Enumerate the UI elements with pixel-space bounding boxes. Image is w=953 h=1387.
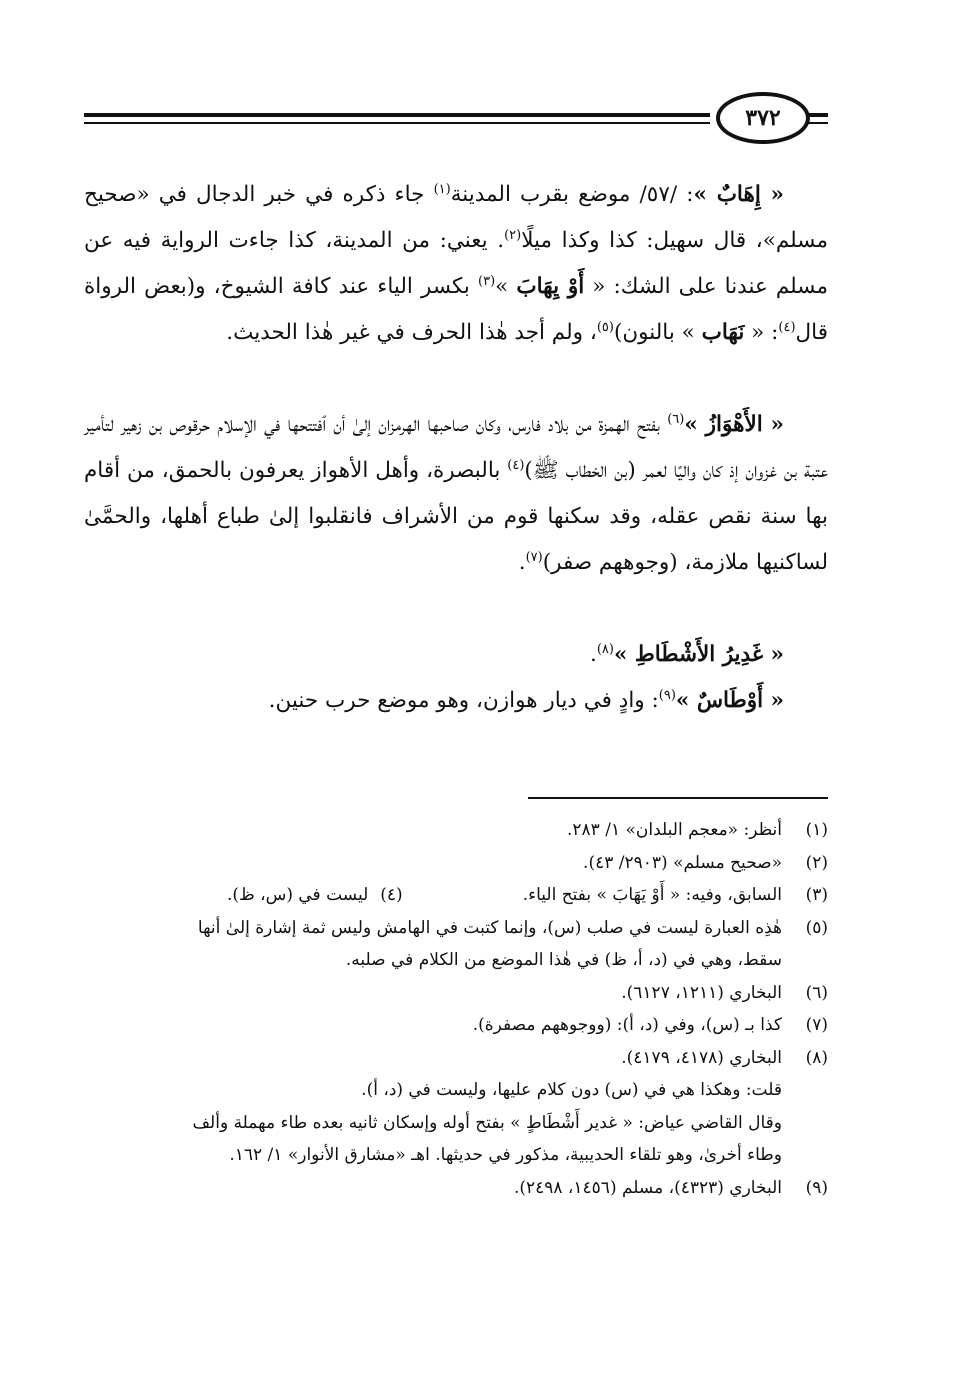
footnote-item	[84, 912, 828, 945]
footnote-text: «صحيح مسلم» (٢٩٠٣/ ٤٣).	[583, 852, 782, 873]
variant-word: أَوْ يِهَابَ	[516, 274, 585, 299]
footnote-ref: (٧)	[525, 549, 543, 565]
footnote-item	[84, 879, 828, 912]
footnote-number: (٥)	[805, 917, 828, 938]
entry-text: : «	[744, 320, 779, 345]
footnote-number: (٦)	[805, 982, 828, 1003]
footnote-ref: (٩)	[658, 687, 676, 703]
footnote-number: (٨)	[805, 1047, 828, 1068]
entry-heading: « أَوْطَاسٌ »	[675, 688, 784, 713]
footnote-number	[782, 1074, 828, 1107]
header-rule-bottom	[84, 122, 710, 124]
main-text	[84, 172, 828, 724]
entry-heading: « الأَهْوَازُ »	[684, 412, 784, 437]
footnote-item	[84, 1042, 828, 1075]
entry-text: بكسر الياء عند كافة الشيوخ، و(بعض الرواة قال	[84, 274, 828, 345]
page-number: ٣٧٢	[716, 92, 810, 144]
entry-text: ، ولم أجد هٰذا الحرف في غير هٰذا الحديث.	[226, 320, 597, 345]
entry-ahwaz	[84, 402, 828, 632]
footnote-text: السابق، وفيه: « أَوْ يَهَابَ » بفتح الياء.	[522, 885, 782, 905]
footnote-number: (٣)	[805, 885, 828, 905]
page-header	[84, 92, 828, 148]
footnote-text: وطاء أخرىٰ، وهو تلقاء الحديبية، مذكور في حديثها. اهـ «مشارق الأنوار» ١/ ١٦٢.	[229, 1145, 782, 1165]
variant-word: نَهَاب	[701, 320, 745, 345]
footnote-continuation	[84, 944, 828, 977]
footnote-number	[782, 1107, 828, 1140]
footnote-ref: (٤)	[778, 319, 796, 335]
footnote-ref: (٦)	[667, 411, 685, 427]
footnote-number	[782, 944, 828, 977]
footnote-ref: (٥)	[596, 319, 614, 335]
entry-ihab	[84, 172, 828, 402]
footnote-text: البخاري (٤٣٢٣)، مسلم (١٤٥٦، ٢٤٩٨).	[513, 1177, 782, 1198]
footnote-continuation	[84, 1107, 828, 1140]
footnote-continuation	[84, 1074, 828, 1107]
entry-text: .	[589, 642, 597, 667]
footnote-number: (١)	[805, 820, 828, 840]
footnote-text: البخاري (١٢١١، ٦١٢٧).	[621, 982, 782, 1003]
footnote-item	[84, 847, 828, 880]
footnote-continuation	[84, 1139, 828, 1172]
footnote-ref: (١)	[433, 181, 451, 197]
entry-heading: « إِهَابٌ »	[693, 182, 784, 207]
entry-text: جاء ذكره في خبر الدجال في «صحيح مسلم»، قال سهيل: كذا وكذا ميلًا	[84, 182, 828, 253]
entry-text: .	[518, 550, 526, 575]
footnote-item	[84, 1172, 828, 1205]
footnote-number: (٩)	[805, 1177, 828, 1198]
footnotes	[84, 814, 828, 1204]
entry-text: بالبصرة، وأهل الأهواز يعرفون بالحمق، من أقام بها سنة نقص عقله، وقد سكنها قوم من الأشراف فانقلبوا إلىٰ طباع أهلها، والحمَّىٰ لساكنيها ملازمة، (وجوههم صفر)	[84, 458, 828, 575]
footnote-separator	[528, 797, 828, 799]
footnote-ref: (٤)	[507, 457, 525, 473]
footnote-item	[84, 977, 828, 1010]
footnote-number: (٤)	[380, 885, 403, 905]
footnote-text: سقط، وهي في (د، أ، ظ) في هٰذا الموضع من الكلام في صلبه.	[345, 950, 782, 970]
footnote-item	[84, 814, 828, 847]
entry-ghadir	[84, 632, 828, 678]
footnote-number: (٢)	[805, 852, 828, 873]
footnote-text: وقال القاضي عياض: « غدير أَشْطَاطٍ » بفتح أوله وإسكان ثانيه بعده طاء مهملة وألف	[192, 1112, 782, 1133]
footnote-text-pair	[84, 879, 782, 912]
entry-text: »	[495, 274, 517, 299]
footnote-item	[84, 1009, 828, 1042]
footnote-text: ليست في (س، ظ).	[226, 885, 369, 905]
entry-text: : /٥٧/ موضع بقرب المدينة	[450, 182, 694, 207]
footnote-text: قلت: وهكذا هي في (س) دون كلام عليها، وليست في (د، أ).	[361, 1080, 782, 1100]
entry-text: » بالنون)	[613, 320, 702, 345]
entry-text: : وادٍ في ديار هوازن، وهو موضع حرب حنين.	[268, 688, 659, 713]
entry-text: بفتح الهمزة من بلاد فارس، وكان صاحبها الهرمزان إلىٰ أن ٱفتتحها في الإسلام حرقوص بن زهير لتأمير عتبة بن غزوان إذ كان واليًا لعمر (بن الخطاب ﷺ)	[84, 412, 828, 483]
entry-heading: « غَدِيرُ الأَشْطَاطِ »	[613, 642, 784, 667]
footnote-number: (٧)	[805, 1015, 828, 1035]
footnote-text: هٰذِه العبارة ليست في صلب (س)، وإنما كتبت في الهامش وليس ثمة إشارة إلىٰ أنها	[197, 917, 782, 938]
footnote-text: أنظر: «معجم البلدان» ١/ ٢٨٣.	[566, 820, 782, 840]
header-rule-top	[84, 113, 710, 117]
footnote-text: كذا بـ (س)، وفي (د، أ): (ووجوههم مصفرة).	[472, 1015, 782, 1035]
footnote-ref: (٣)	[478, 273, 496, 289]
entry-text: . يعني: من المدينة، كذا جاءت الرواية فيه عن مسلم عندنا على الشك: «	[84, 228, 828, 299]
footnote-text: البخاري (٤١٧٨، ٤١٧٩).	[621, 1047, 782, 1068]
footnote-ref: (٢)	[504, 227, 522, 243]
footnote-ref: (٨)	[596, 641, 614, 657]
footnote-number	[782, 1139, 828, 1172]
entry-awtas	[84, 678, 828, 724]
